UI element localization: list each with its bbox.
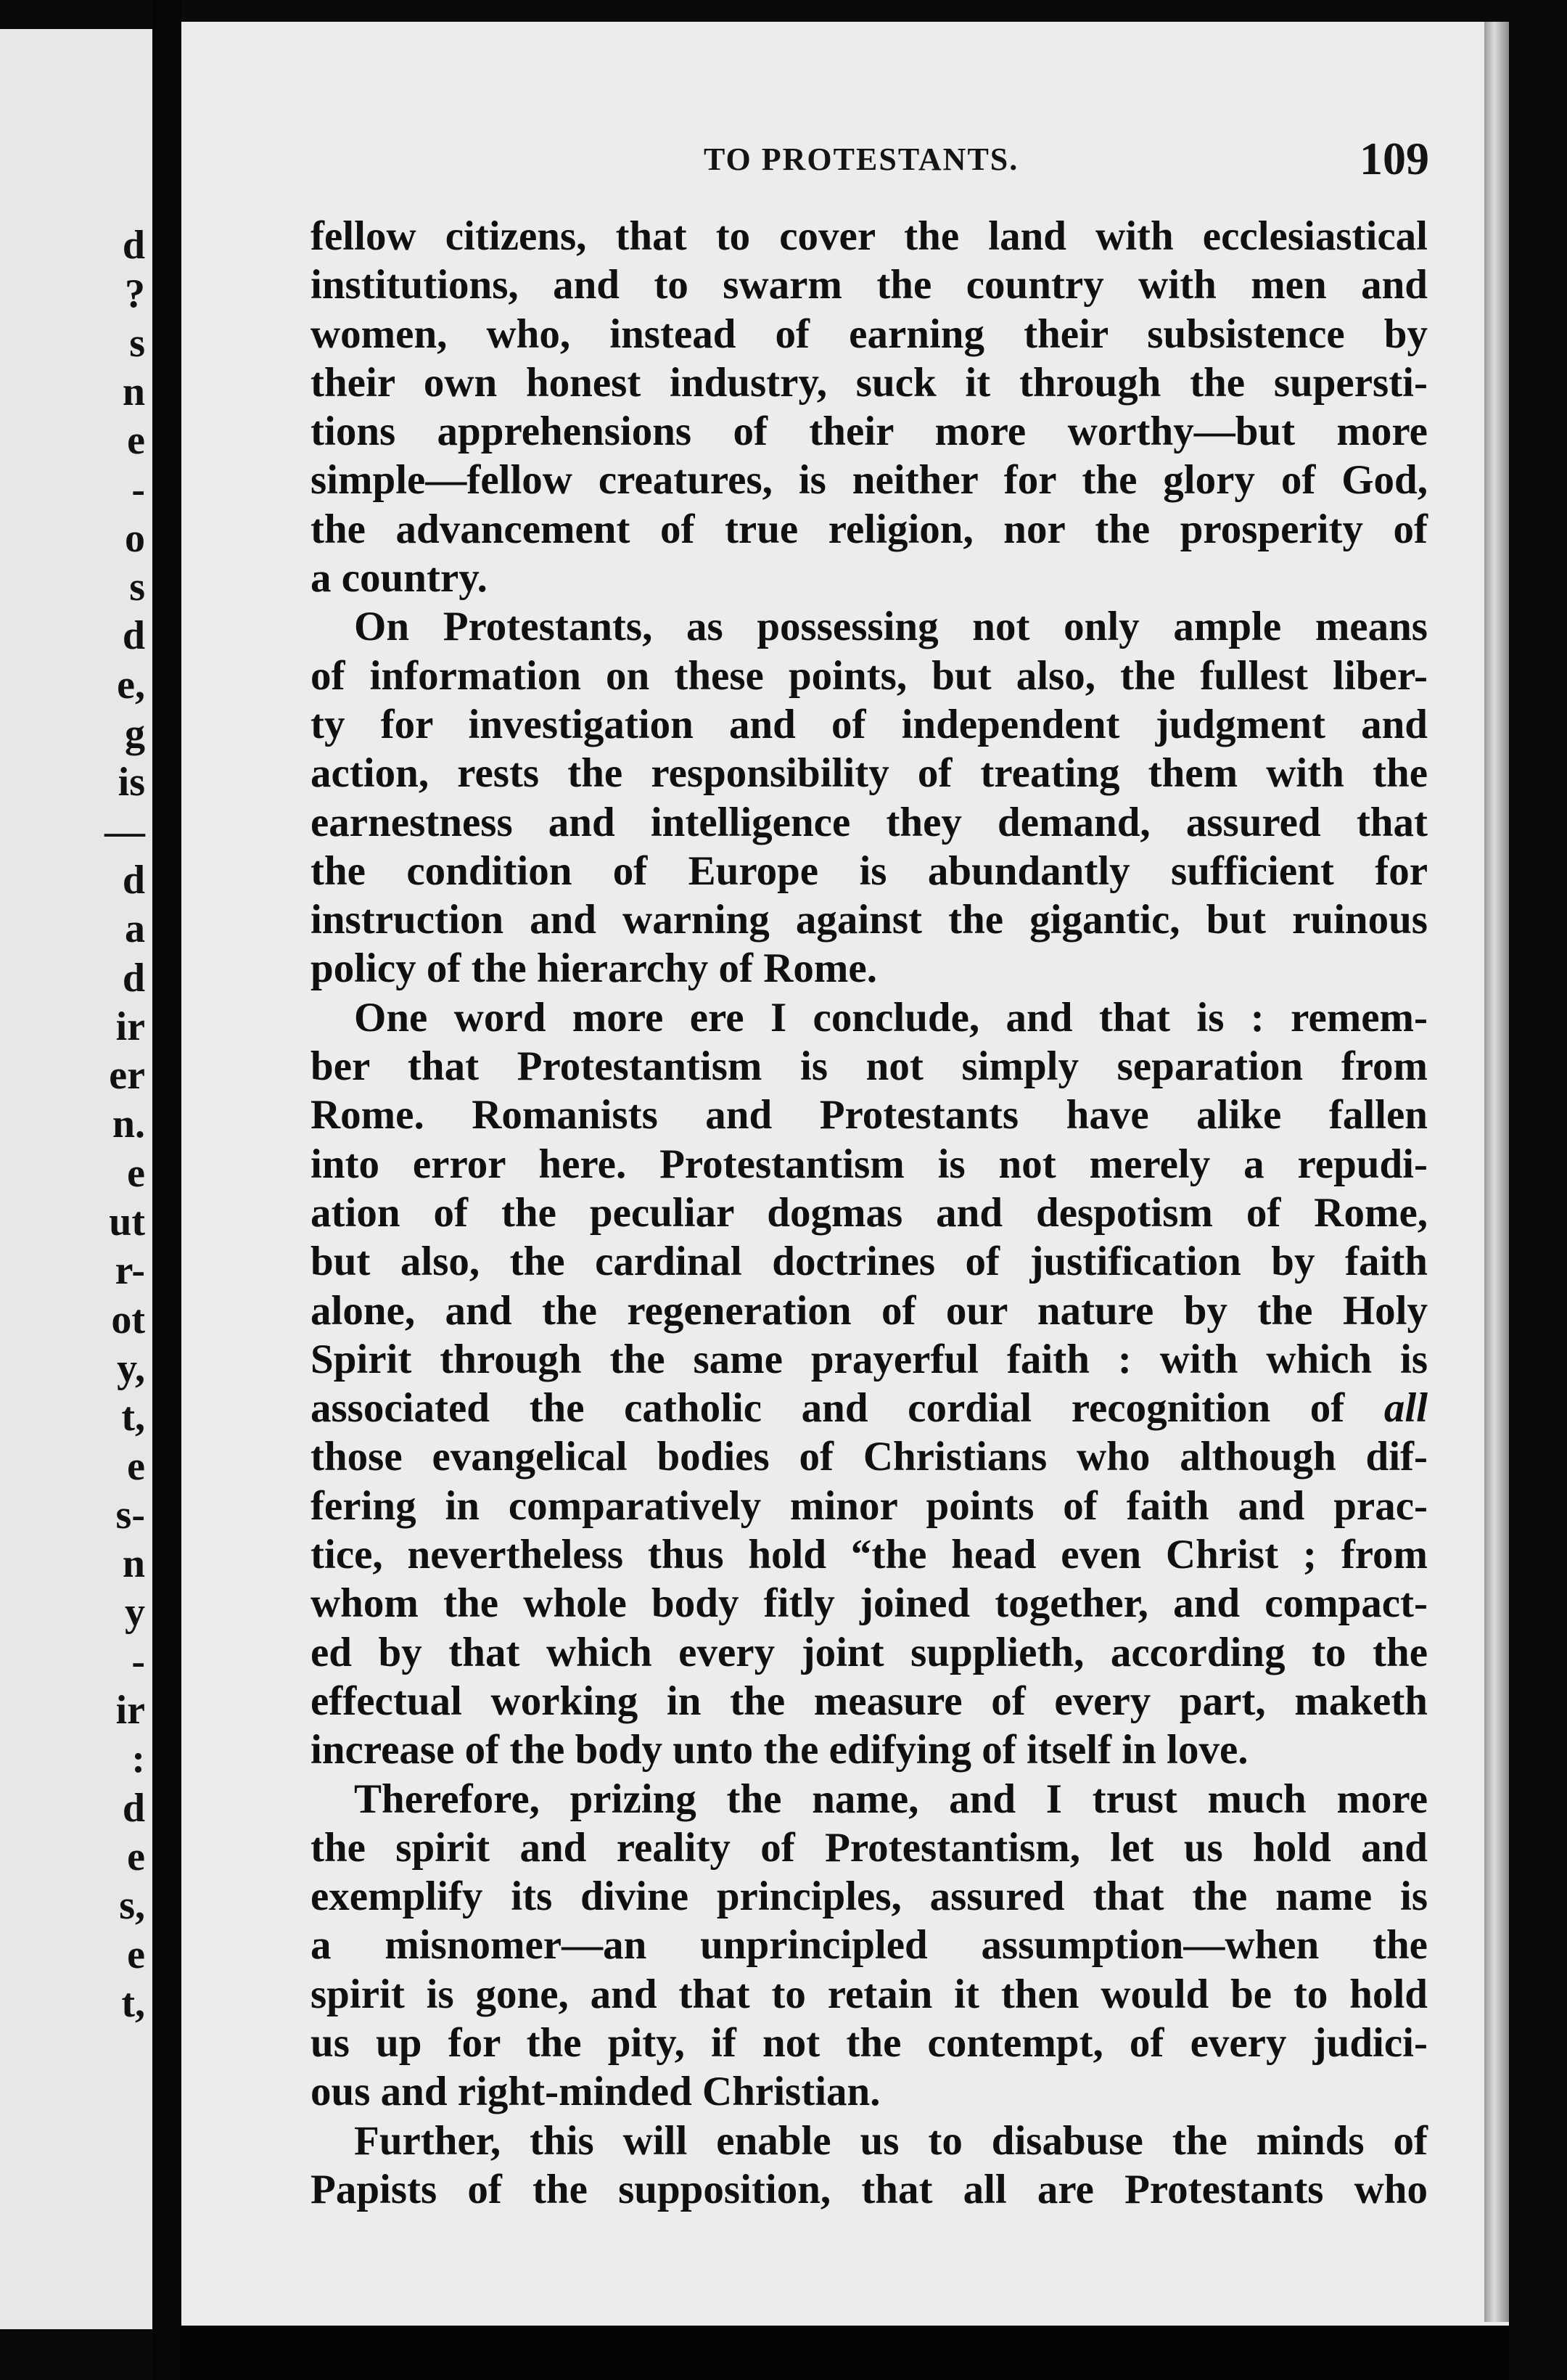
text-line: the advancement of true religion, nor the prosperity of bbox=[310, 506, 1428, 552]
margin-fragment: e bbox=[127, 418, 145, 464]
paragraph-first-line: One word more ere I conclude, and that is : remem- bbox=[354, 994, 1428, 1041]
margin-fragment: ? bbox=[125, 271, 145, 317]
margin-fragment: er bbox=[109, 1053, 145, 1099]
text-line: effectual working in the measure of every part, maketh bbox=[310, 1678, 1428, 1724]
text-line: alone, and the regeneration of our nature by the Holy bbox=[310, 1287, 1428, 1334]
page-number: 109 bbox=[1360, 133, 1429, 184]
text-line: of information on these points, but also, the fullest liber- bbox=[310, 652, 1428, 699]
margin-fragment: s- bbox=[115, 1492, 145, 1538]
margin-fragment: g bbox=[125, 711, 145, 756]
margin-fragment: y, bbox=[117, 1345, 145, 1391]
text-line: but also, the cardinal doctrines of justification by faith bbox=[310, 1239, 1428, 1285]
text-line: the spirit and reality of Protestantism, let us hold and bbox=[310, 1824, 1428, 1871]
margin-fragment: d bbox=[122, 955, 145, 1001]
previous-page-edge bbox=[0, 29, 152, 2329]
text-line: those evangelical bodies of Christians who although dif- bbox=[310, 1434, 1428, 1480]
margin-fragment: e bbox=[127, 1834, 145, 1879]
text-line: increase of the body unto the edifying of itself in love. bbox=[310, 1727, 1249, 1773]
text-line: instruction and warning against the gigantic, but ruinous bbox=[310, 897, 1428, 943]
text-line: a country. bbox=[310, 555, 488, 602]
text-line bbox=[310, 1384, 1428, 1432]
margin-fragment: — bbox=[104, 808, 145, 854]
text-line: fering in comparatively minor points of faith and prac- bbox=[310, 1482, 1428, 1529]
margin-fragment: d bbox=[122, 613, 145, 659]
text-line: whom the whole body fitly joined together, and compact- bbox=[310, 1580, 1428, 1627]
text-line: ed by that which every joint supplieth, according to the bbox=[310, 1629, 1428, 1675]
text-line: the condition of Europe is abundantly sufficient for bbox=[310, 848, 1428, 894]
margin-fragment: s bbox=[129, 565, 145, 610]
margin-fragment: n. bbox=[112, 1101, 145, 1147]
margin-fragment: o bbox=[125, 515, 145, 561]
margin-fragment: s bbox=[129, 320, 145, 366]
text-line: tions apprehensions of their more worthy—but more bbox=[310, 409, 1428, 455]
paragraph-first-line: Further, this will enable us to disabuse the minds of bbox=[354, 2117, 1428, 2164]
margin-fragment: ot bbox=[111, 1297, 145, 1342]
margin-fragment: d bbox=[122, 1785, 145, 1831]
margin-fragment: ir bbox=[115, 1004, 145, 1049]
margin-fragment: - bbox=[131, 467, 145, 512]
text-line: simple—fellow creatures, is neither for the glory of God, bbox=[310, 457, 1428, 504]
margin-fragment: e bbox=[127, 1443, 145, 1489]
margin-fragment: d bbox=[122, 223, 145, 268]
text-line: women, who, instead of earning their subsistence by bbox=[310, 311, 1428, 357]
italic-word: all bbox=[1383, 1385, 1428, 1432]
text-line: action, rests the responsibility of treating them with the bbox=[310, 750, 1428, 797]
margin-fragment: ir bbox=[115, 1688, 145, 1733]
text-line: fellow citizens, that to cover the land with ecclesiastical bbox=[310, 213, 1428, 259]
text-line: policy of the hierarchy of Rome. bbox=[310, 945, 877, 992]
text-line: Rome. Romanists and Protestants have alike fallen bbox=[310, 1092, 1428, 1138]
text-line: institutions, and to swarm the country with men and bbox=[310, 262, 1428, 308]
text-line: into error here. Protestantism is not merely a repudi- bbox=[310, 1141, 1428, 1187]
margin-fragment: t, bbox=[121, 1980, 145, 2026]
text-line: Spirit through the same prayerful faith : with which is bbox=[310, 1336, 1428, 1382]
margin-fragment: n bbox=[122, 1541, 145, 1587]
margin-fragment: a bbox=[125, 906, 145, 952]
text-line: exemplify its divine principles, assured that the name is bbox=[310, 1874, 1428, 1920]
margin-fragment: e bbox=[127, 1150, 145, 1196]
text-line: ty for investigation and of independent judgment and bbox=[310, 701, 1428, 747]
margin-fragment: y bbox=[125, 1590, 145, 1636]
margin-fragment: d bbox=[122, 857, 145, 903]
margin-fragment: e, bbox=[117, 662, 145, 707]
text-line-segment: associated the catholic and cordial recognition of bbox=[310, 1385, 1345, 1432]
paragraph-first-line: Therefore, prizing the name, and I trust much more bbox=[354, 1776, 1428, 1822]
text-line: ous and right-minded Christian. bbox=[310, 2069, 881, 2115]
text-line: tice, nevertheless thus hold “the head even Christ ; from bbox=[310, 1532, 1428, 1578]
margin-fragment: ut bbox=[109, 1199, 145, 1244]
page-header bbox=[312, 132, 1429, 183]
margin-fragment: e bbox=[127, 1932, 145, 1977]
margin-fragment: n bbox=[122, 369, 145, 414]
margin-fragment: t, bbox=[121, 1395, 145, 1440]
running-head: TO PROTESTANTS. bbox=[704, 141, 1019, 177]
margin-fragment: : bbox=[131, 1736, 145, 1782]
margin-fragment: - bbox=[131, 1638, 145, 1684]
page-stack-edge bbox=[1484, 22, 1509, 2322]
text-line: ation of the peculiar dogmas and despotism of Rome, bbox=[310, 1189, 1428, 1236]
margin-fragment: s, bbox=[119, 1883, 145, 1929]
text-line: a misnomer—an unprincipled assumption—when the bbox=[310, 1922, 1428, 1969]
body-text bbox=[310, 212, 1428, 2214]
book-gutter bbox=[152, 0, 181, 2380]
text-line: earnestness and intelligence they demand, assured that bbox=[310, 799, 1428, 845]
text-line: their own honest industry, suck it through the supersti- bbox=[310, 359, 1428, 406]
scan-bottom-shadow bbox=[181, 2326, 1509, 2380]
text-line: Papists of the supposition, that all are Protestants who bbox=[310, 2166, 1428, 2212]
margin-fragment: r- bbox=[115, 1248, 145, 1294]
text-line: spirit is gone, and that to retain it then would be to hold bbox=[310, 1971, 1428, 2017]
paragraph-first-line: On Protestants, as possessing not only ample means bbox=[354, 604, 1428, 650]
text-line: ber that Protestantism is not simply separation from bbox=[310, 1043, 1428, 1090]
margin-fragment: is bbox=[118, 760, 145, 805]
text-line: us up for the pity, if not the contempt, of every judici- bbox=[310, 2019, 1428, 2066]
